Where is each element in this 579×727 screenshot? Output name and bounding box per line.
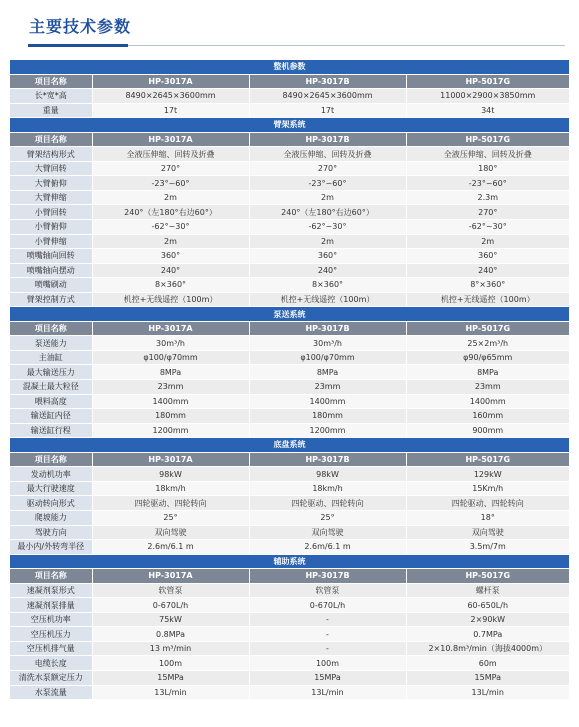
row-label: 爬坡能力 xyxy=(10,510,92,525)
spec-value: 8MPa xyxy=(249,365,406,380)
spec-value: 15MPa xyxy=(249,670,406,685)
row-label: 空压机压力 xyxy=(10,627,92,642)
spec-value: 98kW xyxy=(249,467,406,482)
spec-value: 软管泵 xyxy=(249,583,406,598)
spec-value: 23mm xyxy=(249,380,406,395)
spec-value: 270° xyxy=(249,161,406,176)
spec-value: 0-670L/h xyxy=(249,598,406,613)
spec-value: 2m xyxy=(249,190,406,205)
column-header-model: HP-5017G xyxy=(406,321,569,336)
row-label: 空压机排气量 xyxy=(10,641,92,656)
column-header-item: 项目名称 xyxy=(10,569,92,584)
column-header-model: HP-3017A xyxy=(92,569,249,584)
row-label: 驱动转向形式 xyxy=(10,496,92,511)
spec-value: 13 m³/min xyxy=(92,641,249,656)
column-header-model: HP-3017B xyxy=(249,569,406,584)
spec-value: 18km/h xyxy=(249,481,406,496)
spec-value: 双向驾驶 xyxy=(406,525,569,540)
spec-value: 17t xyxy=(249,103,406,118)
spec-value: 1400mm xyxy=(249,394,406,409)
row-label: 大臂回转 xyxy=(10,161,92,176)
row-label: 主油缸 xyxy=(10,350,92,365)
spec-value: 180° xyxy=(406,161,569,176)
table-row xyxy=(10,263,569,278)
column-header-model: HP-5017G xyxy=(406,132,569,147)
row-label: 重量 xyxy=(10,103,92,118)
spec-table xyxy=(10,60,569,700)
row-label: 输送缸内径 xyxy=(10,409,92,424)
spec-value: φ100/φ70mm xyxy=(92,350,249,365)
table-row xyxy=(10,467,569,482)
column-header-model: HP-3017B xyxy=(249,452,406,467)
table-row xyxy=(10,176,569,191)
spec-value: -23°~60° xyxy=(406,176,569,191)
column-header-row xyxy=(10,74,569,89)
row-label: 发动机功率 xyxy=(10,467,92,482)
spec-value: 8°×360° xyxy=(406,278,569,293)
table-row xyxy=(10,423,569,438)
spec-value: 全液压伸缩、回转及折叠 xyxy=(249,147,406,162)
table-row xyxy=(10,510,569,525)
spec-value: - xyxy=(249,612,406,627)
section-title: 整机参数 xyxy=(10,60,569,74)
section-header-row xyxy=(10,438,569,453)
spec-value: 0.7MPa xyxy=(406,627,569,642)
section-title: 底盘系统 xyxy=(10,438,569,453)
spec-value: 900mm xyxy=(406,423,569,438)
spec-value: 180mm xyxy=(249,409,406,424)
spec-value: -23°~60° xyxy=(249,176,406,191)
row-label: 驾驶方向 xyxy=(10,525,92,540)
spec-value: -62°~30° xyxy=(92,220,249,235)
spec-value: 360° xyxy=(406,249,569,264)
spec-value: 0.8MPa xyxy=(92,627,249,642)
table-row xyxy=(10,670,569,685)
spec-value: - xyxy=(249,627,406,642)
title-divider xyxy=(28,45,565,46)
row-label: 输送缸行程 xyxy=(10,423,92,438)
spec-value: 机控+无线遥控（100m） xyxy=(249,292,406,307)
column-header-item: 项目名称 xyxy=(10,132,92,147)
spec-value: 23mm xyxy=(406,380,569,395)
row-label: 最大行驶速度 xyxy=(10,481,92,496)
spec-value: 8MPa xyxy=(92,365,249,380)
row-label: 喂料高度 xyxy=(10,394,92,409)
spec-value: 2.6m/6.1 m xyxy=(92,540,249,555)
spec-value: 2m xyxy=(92,234,249,249)
spec-value: 13L/min xyxy=(92,685,249,700)
spec-value: 240° xyxy=(92,263,249,278)
section-header-row xyxy=(10,60,569,74)
table-row xyxy=(10,598,569,613)
row-label: 喷嘴轴向摆动 xyxy=(10,263,92,278)
table-row xyxy=(10,350,569,365)
table-row xyxy=(10,147,569,162)
spec-value: 23mm xyxy=(92,380,249,395)
spec-value: 17t xyxy=(92,103,249,118)
spec-value: 四轮驱动、四轮转向 xyxy=(249,496,406,511)
spec-value: 25° xyxy=(92,510,249,525)
spec-value: 双向驾驶 xyxy=(249,525,406,540)
table-row xyxy=(10,394,569,409)
table-row xyxy=(10,220,569,235)
spec-value: 1200mm xyxy=(92,423,249,438)
column-header-model: HP-3017A xyxy=(92,452,249,467)
column-header-model: HP-3017B xyxy=(249,74,406,89)
spec-value: 270° xyxy=(92,161,249,176)
section-title: 臂架系统 xyxy=(10,118,569,133)
spec-value: 0-670L/h xyxy=(92,598,249,613)
row-label: 臂架结构形式 xyxy=(10,147,92,162)
spec-value: 2.3m xyxy=(406,190,569,205)
spec-value: 270° xyxy=(406,205,569,220)
section-header-row xyxy=(10,118,569,133)
row-label: 水泵流量 xyxy=(10,685,92,700)
row-label: 喷嘴轴向回转 xyxy=(10,249,92,264)
spec-value: 129kW xyxy=(406,467,569,482)
column-header-row xyxy=(10,452,569,467)
column-header-model: HP-3017A xyxy=(92,132,249,147)
table-row xyxy=(10,496,569,511)
column-header-row xyxy=(10,132,569,147)
spec-value: 1400mm xyxy=(406,394,569,409)
spec-value: 8×360° xyxy=(92,278,249,293)
column-header-row xyxy=(10,569,569,584)
spec-value: 100m xyxy=(249,656,406,671)
table-row xyxy=(10,612,569,627)
spec-value: 180mm xyxy=(92,409,249,424)
spec-value: 13L/min xyxy=(406,685,569,700)
spec-value: - xyxy=(249,641,406,656)
column-header-item: 项目名称 xyxy=(10,452,92,467)
table-row xyxy=(10,205,569,220)
spec-value: 机控+无线遥控（100m） xyxy=(92,292,249,307)
spec-value: 25° xyxy=(249,510,406,525)
column-header-model: HP-3017B xyxy=(249,321,406,336)
row-label: 泵送能力 xyxy=(10,336,92,351)
spec-value: φ100/φ70mm xyxy=(249,350,406,365)
column-header-model: HP-5017G xyxy=(406,452,569,467)
spec-value: 75kW xyxy=(92,612,249,627)
spec-value: 螺杆泵 xyxy=(406,583,569,598)
spec-value: 全液压伸缩、回转及折叠 xyxy=(92,147,249,162)
spec-value: 2m xyxy=(406,234,569,249)
spec-value: 2m xyxy=(249,234,406,249)
spec-value: 18km/h xyxy=(92,481,249,496)
spec-value: 全液压伸缩、回转及折叠 xyxy=(406,147,569,162)
column-header-model: HP-5017G xyxy=(406,569,569,584)
spec-value: 160mm xyxy=(406,409,569,424)
column-header-row xyxy=(10,321,569,336)
spec-value: 2×10.8m³/min（海拔4000m） xyxy=(406,641,569,656)
row-label: 电缆长度 xyxy=(10,656,92,671)
spec-value: 25×2m³/h xyxy=(406,336,569,351)
table-row xyxy=(10,278,569,293)
section-header-row xyxy=(10,554,569,569)
table-row xyxy=(10,249,569,264)
spec-value: 18° xyxy=(406,510,569,525)
column-header-item: 项目名称 xyxy=(10,321,92,336)
spec-value: 100m xyxy=(92,656,249,671)
spec-value: 60m xyxy=(406,656,569,671)
section-title: 泵送系统 xyxy=(10,307,569,322)
row-label: 空压机功率 xyxy=(10,612,92,627)
column-header-model: HP-3017A xyxy=(92,321,249,336)
spec-value: 240° xyxy=(406,263,569,278)
row-label: 清洗水泵额定压力 xyxy=(10,670,92,685)
spec-value: 8490×2645×3600mm xyxy=(92,89,249,104)
table-row xyxy=(10,161,569,176)
column-header-item: 项目名称 xyxy=(10,74,92,89)
row-label: 长*宽*高 xyxy=(10,89,92,104)
spec-value: 360° xyxy=(249,249,406,264)
spec-value: 360° xyxy=(92,249,249,264)
table-row xyxy=(10,656,569,671)
table-row xyxy=(10,336,569,351)
row-label: 大臂伸缩 xyxy=(10,190,92,205)
page-title: 主要技术参数 xyxy=(29,17,132,36)
column-header-model: HP-3017A xyxy=(92,74,249,89)
spec-value: 四轮驱动、四轮转向 xyxy=(406,496,569,511)
spec-value: 8MPa xyxy=(406,365,569,380)
table-row xyxy=(10,481,569,496)
table-row xyxy=(10,380,569,395)
row-label: 最大输送压力 xyxy=(10,365,92,380)
spec-value: 8490×2645×3600mm xyxy=(249,89,406,104)
spec-value: 双向驾驶 xyxy=(92,525,249,540)
column-header-model: HP-5017G xyxy=(406,74,569,89)
spec-value: 8×360° xyxy=(249,278,406,293)
spec-value: 1200mm xyxy=(249,423,406,438)
table-row xyxy=(10,525,569,540)
spec-value: 2m xyxy=(92,190,249,205)
table-row xyxy=(10,540,569,555)
spec-table-body xyxy=(10,60,569,700)
table-row xyxy=(10,365,569,380)
column-header-model: HP-3017B xyxy=(249,132,406,147)
table-row xyxy=(10,685,569,700)
row-label: 混凝土最大粒径 xyxy=(10,380,92,395)
spec-value: 15MPa xyxy=(92,670,249,685)
spec-value: 2×90kW xyxy=(406,612,569,627)
spec-value: 240°（左180°右边60°） xyxy=(92,205,249,220)
spec-value: 1400mm xyxy=(92,394,249,409)
spec-value: -62°~30° xyxy=(249,220,406,235)
row-label: 小臂俯仰 xyxy=(10,220,92,235)
table-row xyxy=(10,292,569,307)
section-header-row xyxy=(10,307,569,322)
spec-value: 34t xyxy=(406,103,569,118)
row-label: 小臂回转 xyxy=(10,205,92,220)
spec-value: 240° xyxy=(249,263,406,278)
spec-value: 98kW xyxy=(92,467,249,482)
spec-value: 3.5m/7m xyxy=(406,540,569,555)
table-row xyxy=(10,583,569,598)
spec-value: 四轮驱动、四轮转向 xyxy=(92,496,249,511)
table-row xyxy=(10,89,569,104)
table-row xyxy=(10,409,569,424)
spec-value: 软管泵 xyxy=(92,583,249,598)
spec-value: 机控+无线遥控（100m） xyxy=(406,292,569,307)
spec-value: -23°~60° xyxy=(92,176,249,191)
spec-value: 15MPa xyxy=(406,670,569,685)
row-label: 大臂俯仰 xyxy=(10,176,92,191)
row-label: 速凝剂泵排量 xyxy=(10,598,92,613)
spec-value: 2.6m/6.1 m xyxy=(249,540,406,555)
spec-value: φ90/φ65mm xyxy=(406,350,569,365)
table-row xyxy=(10,103,569,118)
spec-value: -62°~30° xyxy=(406,220,569,235)
spec-value: 240°（左180°右边60°） xyxy=(249,205,406,220)
row-label: 臂架控制方式 xyxy=(10,292,92,307)
table-row xyxy=(10,190,569,205)
spec-value: 30m³/h xyxy=(92,336,249,351)
table-row xyxy=(10,234,569,249)
spec-value: 15Km/h xyxy=(406,481,569,496)
row-label: 最小内/外转弯半径 xyxy=(10,540,92,555)
spec-value: 11000×2900×3850mm xyxy=(406,89,569,104)
section-title: 辅助系统 xyxy=(10,554,569,569)
spec-value: 30m³/h xyxy=(249,336,406,351)
row-label: 小臂伸缩 xyxy=(10,234,92,249)
spec-value: 13L/min xyxy=(249,685,406,700)
table-row xyxy=(10,641,569,656)
table-row xyxy=(10,627,569,642)
row-label: 速凝剂泵形式 xyxy=(10,583,92,598)
spec-value: 60-650L/h xyxy=(406,598,569,613)
row-label: 喷嘴刷动 xyxy=(10,278,92,293)
